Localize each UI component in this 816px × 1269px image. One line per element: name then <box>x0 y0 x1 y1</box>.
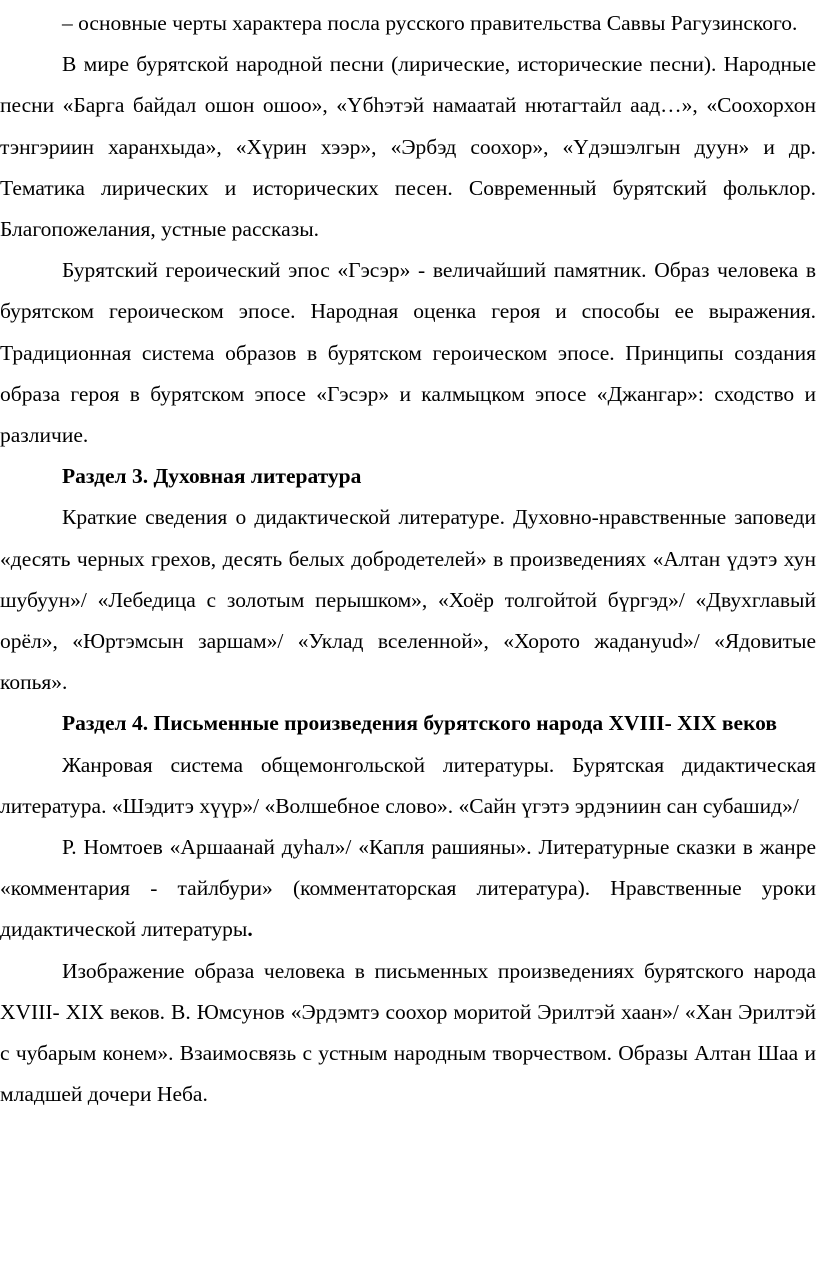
section-3-heading: Раздел 3. Духовная литература <box>62 464 362 489</box>
paragraph-text: Р. Номтоев «Аршаанай дуһал»/ «Капля рашияны». Литературные сказки в жанре «комментария - тайлбури» (комментаторская литература). Нравственные уроки дидактической литературы <box>0 835 816 942</box>
paragraph-nomtoev <box>0 827 816 951</box>
section-4-heading: Раздел 4. Письменные произведения бурятского народа XVIII- XIX веков <box>62 711 778 736</box>
paragraph-period: . <box>247 917 253 942</box>
paragraph-human-image: Изображение образа человека в письменных произведениях бурятского народа XVIII- XIX веков. В. Юмсунов «Эрдэмтэ соохор моритой Эрилтэй хаан»/ «Хан Эрилтэй с чубарым конем». Взаимосвязь с устным народным творчеством. Образы Алтан Шаа и младшей дочери Неба. <box>0 958 816 1107</box>
paragraph-folk-songs: В мире бурятской народной песни (лирические, исторические песни). Народные песни «Барга байдал ошон ошоо», «Үбһэтэй намаатай нютагтайл аад…», «Соохорхон тэнгэриин харанхыда», «Хүрин хээр», «Эрбэд соохор», «Үдэшэлгын дуун» и др. Тематика лирических и исторических песен. Современный бурятский фольклор. Благопожелания, устные рассказы. <box>0 52 816 242</box>
paragraph-genre-system: Жанровая система общемонгольской литературы. Бурятская дидактическая литература. «Шэдитэ хүүр»/ «Волшебное слово». «Сайн үгэтэ эрдэниин сан субашид»/ <box>0 752 816 818</box>
paragraph-didactic-literature: Краткие сведения о дидактической литературе. Духовно-нравственные заповеди «десять черных грехов, десять белых добродетелей» в произведениях «Алтан үдэтэ хун шубуун»/ «Лебедица с золотым перышком», «Хоёр толгойтой бүргэд»/ «Двухглавый орёл», «Юртэмсын заршам»/ «Уклад вселенной», «Хорото жадануud»/ «Ядовитые копья». <box>0 505 816 695</box>
paragraph-text: – основные черты характера посла русского правительства Саввы Рагузинского. <box>62 11 798 35</box>
paragraph-envoy-traits <box>0 3 816 44</box>
paragraph-geser-epic: Бурятский героический эпос «Гэсэр» - величайший памятник. Образ человека в бурятском героическом эпосе. Народная оценка героя и способы ее выражения. Традиционная система образов в бурятском героическом эпосе. Принципы создания образа героя в бурятском эпосе «Гэсэр» и калмыцком эпосе «Джангар»: сходство и различие. <box>0 258 816 448</box>
